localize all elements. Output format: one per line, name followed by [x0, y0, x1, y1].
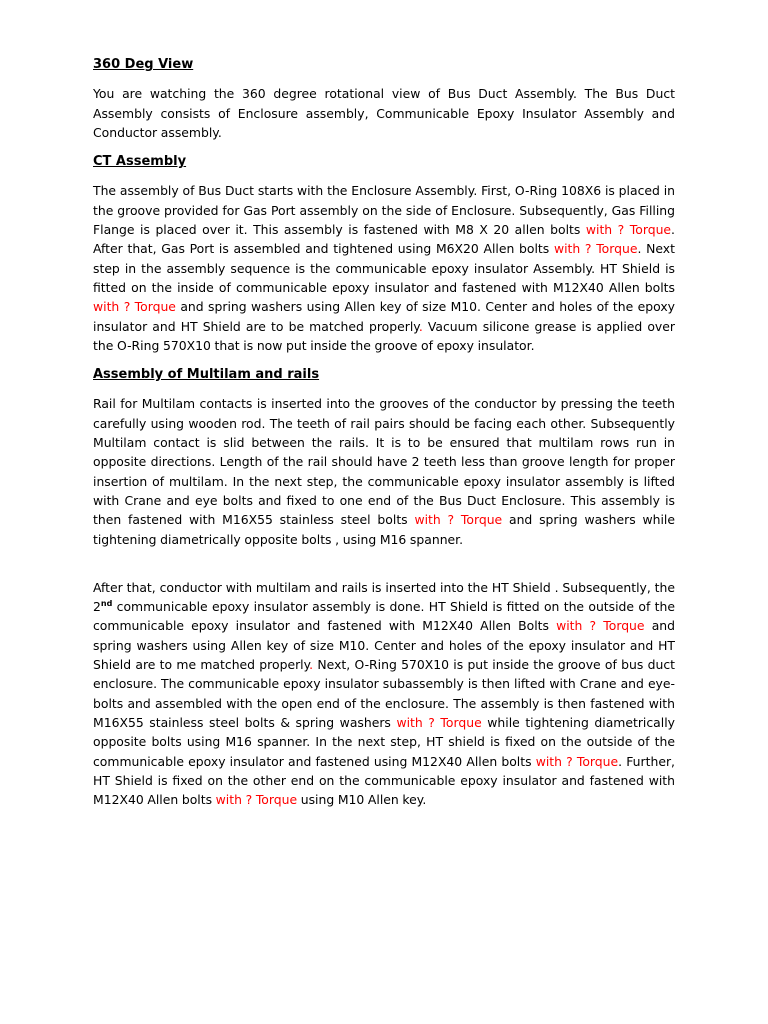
- text-run: while tightening diametrically opposite bolts using M16 spanner. In the next step, HT shield is fixed on the outside of the communicable epoxy insulator and fastened using M12X40 Allen bolts: [93, 714, 675, 769]
- torque-note: with ? Torque: [535, 753, 619, 769]
- text-run: and spring washers using Allen key of size M10. Center and holes of the epoxy insulator and HT Shield are to be matched properly: [93, 299, 676, 334]
- torque-note: with ? Torque: [556, 618, 645, 634]
- text-run: The assembly of Bus Duct starts with the Enclosure Assembly. First, O-Ring 108X6 is placed in the groove provided for Gas Port assembly on the side of Enclosure. Subsequently, Gas Filling Flange is placed over it. This assembly is fastened with M8 X 20 allen bolts: [93, 183, 675, 238]
- text-run: After that, conductor with multilam and rails is inserted into the HT Shield . Subsequently, the 2: [93, 579, 675, 615]
- torque-note: with ? Torque: [553, 241, 638, 257]
- text-run: Next, O-Ring 570X10 is put inside the groove of bus duct enclosure. The communicable epoxy insulator subassembly is then lifted with Crane and eye-bolts and assembled with the open end of the enclosure. The assembly is then fastened with M16X55 stainless steel bolts & spring washers: [93, 657, 675, 730]
- text-run: using M10 Allen key.: [297, 792, 427, 808]
- red-period: .: [418, 318, 423, 334]
- section-heading-multilam: Assembly of Multilam and rails: [93, 367, 320, 383]
- paragraph-ht-shield: [93, 578, 675, 810]
- text-run: . Further, HT Shield is fixed on the other end on the communicable epoxy insulator and fastened with M12X40 Allen bolts: [93, 753, 675, 808]
- text-run: and spring washers while tightening diametrically opposite bolts , using M16 spanner.: [93, 512, 675, 547]
- paragraph-360-view: [93, 84, 675, 142]
- text-run: and spring washers using Allen key of size M10. Center and holes of the epoxy insulator and HT Shield are to me matched properly: [93, 618, 676, 673]
- blank-line: [93, 559, 675, 578]
- paragraph-ct-assembly: [93, 181, 675, 355]
- text-run: . Next step in the assembly sequence is the communicable epoxy insulator Assembly. HT Shield is fitted on the inside of communicable epoxy insulator and fastened with M12X40 Allen bolts: [93, 241, 675, 295]
- text-run: Vacuum silicone grease is applied over the O-Ring 570X10 that is now put inside the groove of epoxy insulator.: [93, 318, 675, 353]
- text-run: communicable epoxy insulator assembly is done. HT Shield is fitted on the outside of the communicable epoxy insulator and fastened with M12X40 Allen Bolts: [93, 599, 675, 634]
- section-heading-ct-assembly: CT Assembly: [93, 154, 187, 170]
- document-page: [93, 55, 675, 819]
- torque-note: with ? Torque: [215, 792, 298, 808]
- text-run: You are watching the 360 degree rotational view of Bus Duct Assembly. The Bus Duct Assembly consists of Enclosure assembly, Communicable Epoxy Insulator Assembly and Conductor assembly.: [93, 86, 675, 140]
- torque-note: with ? Torque: [585, 222, 672, 238]
- section-heading-360-view: 360 Deg View: [93, 57, 194, 72]
- ordinal-suffix: nd: [100, 599, 113, 608]
- text-run: . After that, Gas Port is assembled and tightened using M6X20 Allen bolts: [93, 222, 675, 257]
- red-period: .: [309, 657, 314, 673]
- text-run: Rail for Multilam contacts is inserted into the grooves of the conductor by pressing the teeth carefully using wooden rod. The teeth of rail pairs should be facing each other. Subsequently Multilam contact is slid between the rails. It is to be ensured that multilam rows run in opposite directions. Length of the rail should have 2 teeth less than groove length for proper insertion of multilam. In the next step, the communicable epoxy insulator assembly is lifted with Crane and eye bolts and fixed to one end of the Bus Duct Enclosure. This assembly is then fastened with M16X55 stainless steel bolts: [93, 396, 675, 528]
- paragraph-multilam: [93, 394, 675, 548]
- torque-note: with ? Torque: [396, 714, 482, 730]
- torque-note: with ? Torque: [93, 299, 176, 315]
- torque-note: with ? Torque: [414, 512, 503, 528]
